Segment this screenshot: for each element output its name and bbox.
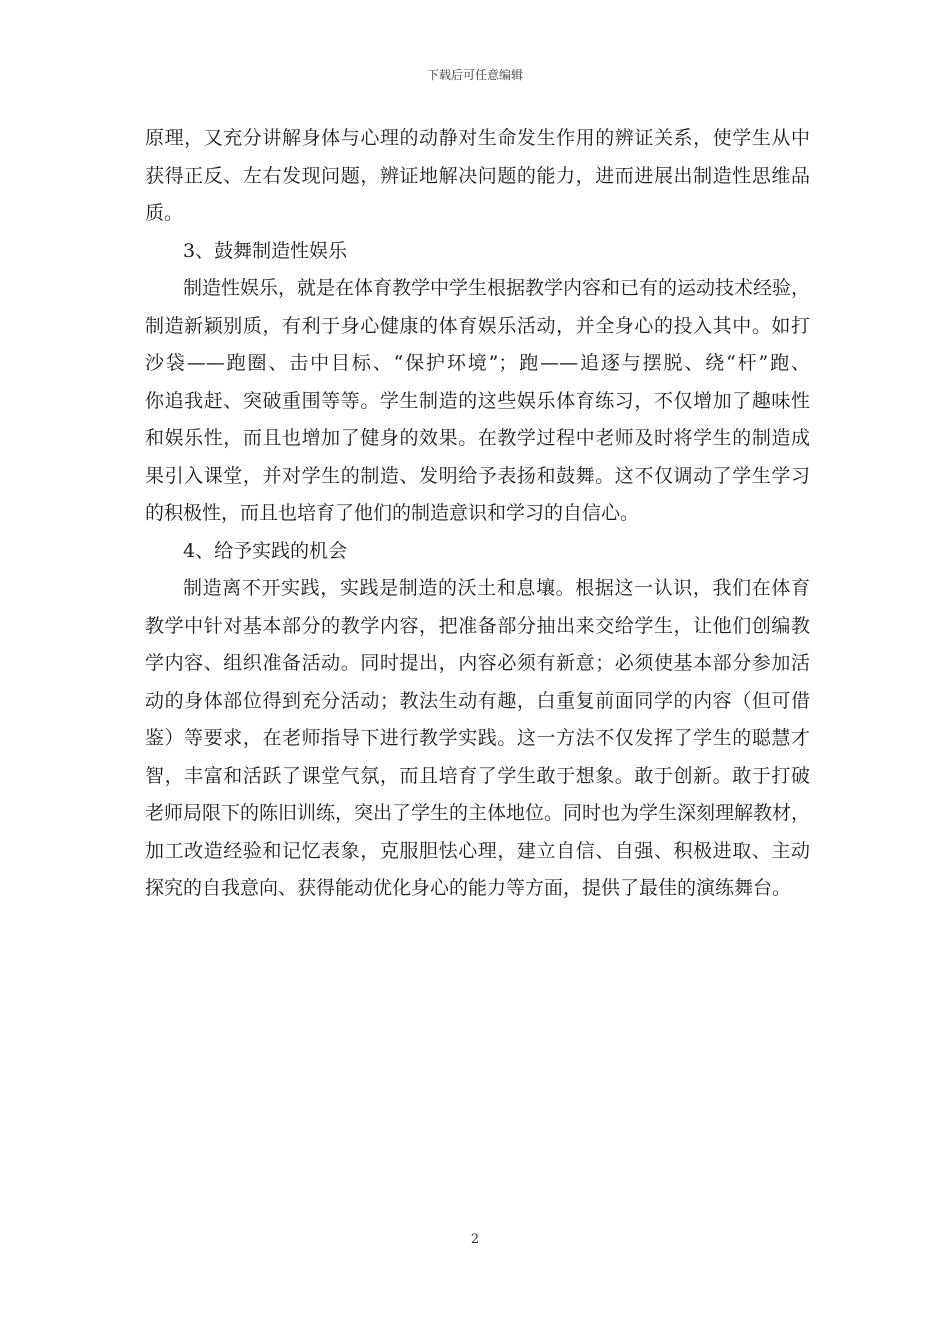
text-line: 制造新颖别质，有利于身心健康的体育娱乐活动，并全身心的投入其中。如打: [145, 314, 810, 337]
text-line: 和娱乐性，而且也增加了健身的效果。在教学过程中老师及时将学生的制造成: [145, 427, 810, 449]
page-header: 下载后可任意编辑: [426, 68, 523, 82]
page-number: 2: [470, 1232, 480, 1247]
text-line: 4、给予实践的机会: [183, 539, 348, 562]
text-line: 质。: [145, 202, 184, 224]
text-line: 探究的自我意向、获得能动优化身心的能力等方面，提供了最佳的演练舞台。: [145, 877, 792, 899]
document-body: [145, 120, 810, 908]
text-line: 动的身体部位得到充分活动；教法生动有趣，白重复前面同学的内容（但可借: [145, 689, 810, 712]
text-line: 沙袋——跑圈、击中目标、“保护环境”；跑——追逐与摆脱、绕“杆”跑、: [145, 352, 810, 374]
text-line: 3、鼓舞制造性娱乐: [183, 239, 348, 262]
text-line: 制造性娱乐，就是在体育教学中学生根据教学内容和已有的运动技术经验，: [183, 277, 810, 299]
text-line: 获得正反、左右发现问题，辨证地解决问题的能力，进而进展出制造性思维品: [145, 164, 810, 187]
text-line: 你追我赶、突破重围等等。学生制造的这些娱乐体育练习，不仅增加了趣味性: [145, 389, 810, 412]
text-line: 加工改造经验和记忆表象，克服胆怯心理，建立自信、自强、积极进取、主动: [145, 839, 810, 862]
text-line: 教学中针对基本部分的教学内容，把准备部分抽出来交给学生，让他们创编教: [145, 614, 810, 637]
text-line: 果引入课堂，并对学生的制造、发明给予表扬和鼓舞。这不仅调动了学生学习: [145, 464, 810, 487]
text-line: 鉴）等要求，在老师指导下进行教学实践。这一方法不仅发挥了学生的聪慧才: [145, 727, 810, 749]
text-line: 老师局限下的陈旧训练，突出了学生的主体地位。同时也为学生深刻理解教材，: [145, 802, 810, 824]
text-line: 原理，又充分讲解身体与心理的动静对生命发生作用的辨证关系，使学生从中: [145, 127, 810, 149]
text-line: 学内容、组织准备活动。同时提出，内容必须有新意；必须使基本部分参加活: [145, 652, 810, 674]
text-line: 的积极性，而且也培育了他们的制造意识和学习的自信心。: [145, 502, 640, 524]
text-line: 制造离不开实践，实践是制造的沃土和息壤。根据这一认识，我们在体育: [183, 577, 810, 599]
text-line: 智，丰富和活跃了课堂气氛，而且培育了学生敢于想象。敢于创新。敢于打破: [145, 764, 810, 787]
